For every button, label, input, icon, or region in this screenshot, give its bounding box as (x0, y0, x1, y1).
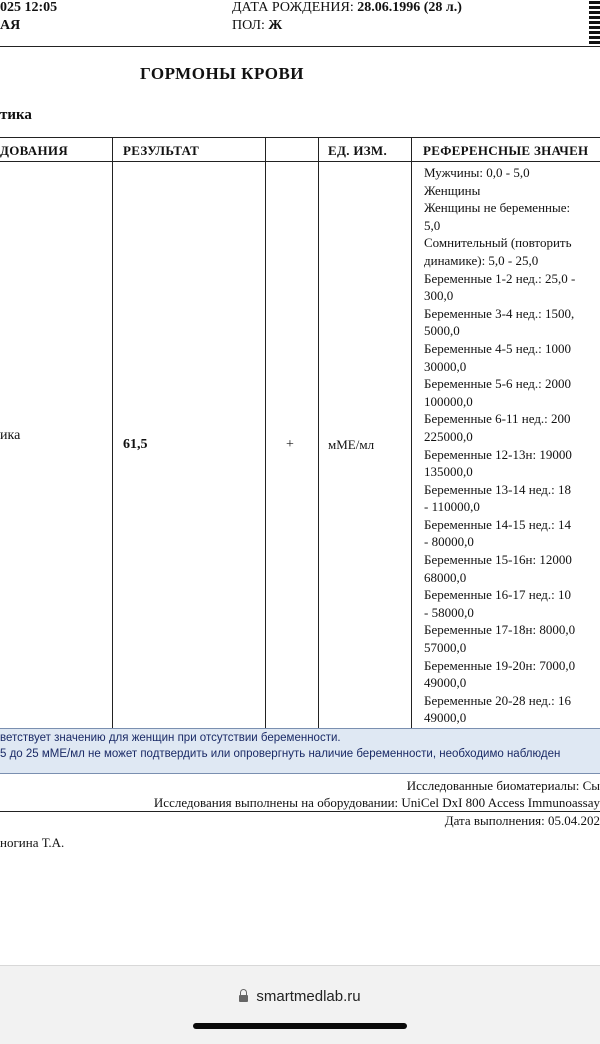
reference-line: Беременные 16-17 нед.: 10 (424, 587, 572, 603)
col-header-test: ДОВАНИЯ (0, 143, 69, 158)
col-header-unit: ЕД. ИЗМ. (328, 143, 388, 158)
reference-line: Беременные 4-5 нед.: 1000 (424, 340, 572, 356)
sex-value: Ж (268, 18, 283, 33)
col-divider-2 (265, 137, 266, 728)
col-header-reference: РЕФЕРЕНСНЫЕ ЗНАЧЕН (423, 143, 589, 158)
reference-line: Беременные 13-14 нед.: 18 (424, 481, 572, 497)
birth-date (232, 0, 462, 16)
footer-divider (0, 811, 600, 812)
reference-line: Беременные 1-2 нед.: 25,0 - (424, 270, 576, 286)
reference-line: 49000,0 (424, 675, 467, 691)
reference-line: 135000,0 (424, 464, 473, 480)
reference-line: Беременные 5-6 нед.: 2000 (424, 376, 572, 392)
reference-line: Беременные 17-18н: 8000,0 (424, 622, 576, 638)
note-line-1: ветствует значению для женщин при отсутствии беременности. (0, 732, 341, 744)
interpretation-note (0, 728, 600, 774)
equipment-line: Исследования выполнены на оборудовании: UniCel DxI 800 Access Immunoassay (153, 795, 600, 810)
reference-line: - 110000,0 (424, 499, 480, 515)
col-divider-1 (112, 137, 113, 728)
reference-line: - 58000,0 (424, 604, 474, 620)
reference-line: динамике): 5,0 - 25,0 (424, 252, 539, 268)
patient-name-fragment: АЯ (0, 18, 21, 33)
birth-date-label: ДАТА РОЖДЕНИЯ: (232, 0, 354, 15)
reference-line: Сомнительный (повторить (424, 235, 572, 251)
section-title: тика (0, 107, 32, 123)
reference-line: 5,0 (424, 217, 441, 233)
birth-date-value: 28.06.1996 (28 л.) (357, 0, 462, 15)
header-divider (0, 46, 600, 47)
reference-line: Мужчины: 0,0 - 5,0 (424, 165, 530, 180)
col-header-result: РЕЗУЛЬТАТ (123, 143, 200, 158)
reference-line: 225000,0 (424, 428, 473, 444)
reference-line: 57000,0 (424, 640, 467, 656)
result-unit: мМЕ/мл (328, 437, 375, 452)
reference-line: Беременные 12-13н: 19000 (424, 446, 572, 462)
reference-line: Беременные 3-4 нед.: 1500, (424, 305, 575, 321)
reference-values (424, 164, 600, 727)
qr-code-fragment (589, 0, 600, 44)
url-text: smartmedlab.ru (256, 988, 361, 1005)
doctor-name: ногина Т.А. (0, 835, 65, 850)
result-flag: + (286, 437, 294, 452)
browser-bottom-bar (0, 965, 600, 1044)
lock-icon (239, 995, 248, 1002)
sex-label: ПОЛ: (232, 18, 265, 33)
col-divider-4 (411, 137, 412, 728)
reference-line: 300,0 (424, 288, 454, 304)
home-indicator[interactable] (193, 1023, 407, 1029)
biomaterials-line: Исследованные биоматериалы: Сы (406, 778, 600, 793)
reference-line: Беременные 15-16н: 12000 (424, 552, 572, 568)
reference-line: Беременные 20-28 нед.: 16 (424, 692, 572, 708)
reference-line: Женщины не беременные: (424, 200, 571, 216)
reference-line: Женщины (424, 182, 481, 198)
report-datetime: 025 12:05 (0, 0, 58, 15)
reference-line: Беременные 19-20н: 7000,0 (424, 657, 576, 673)
reference-line: 68000,0 (424, 569, 467, 585)
completion-date: Дата выполнения: 05.04.202 (444, 813, 600, 828)
reference-line: 100000,0 (424, 393, 473, 409)
result-value: 61,5 (123, 437, 148, 452)
table-top-border (0, 137, 600, 138)
note-line-2: 5 до 25 мМЕ/мл не может подтвердить или опровергнуть наличие беременности, необходимо наблюден (0, 748, 561, 760)
page-title: ГОРМОНЫ КРОВИ (140, 64, 305, 83)
reference-line: 5000,0 (424, 323, 460, 339)
reference-line: Беременные 6-11 нед.: 200 (424, 411, 571, 427)
table-header-border (0, 161, 600, 162)
reference-line: Беременные 14-15 нед.: 14 (424, 516, 572, 532)
reference-line: 49000,0 (424, 710, 467, 726)
reference-line: 30000,0 (424, 358, 467, 374)
patient-sex (232, 18, 282, 34)
col-divider-3 (318, 137, 319, 728)
reference-line: - 80000,0 (424, 534, 474, 550)
address-bar[interactable] (0, 988, 600, 1005)
test-name-fragment: ика (0, 428, 21, 443)
